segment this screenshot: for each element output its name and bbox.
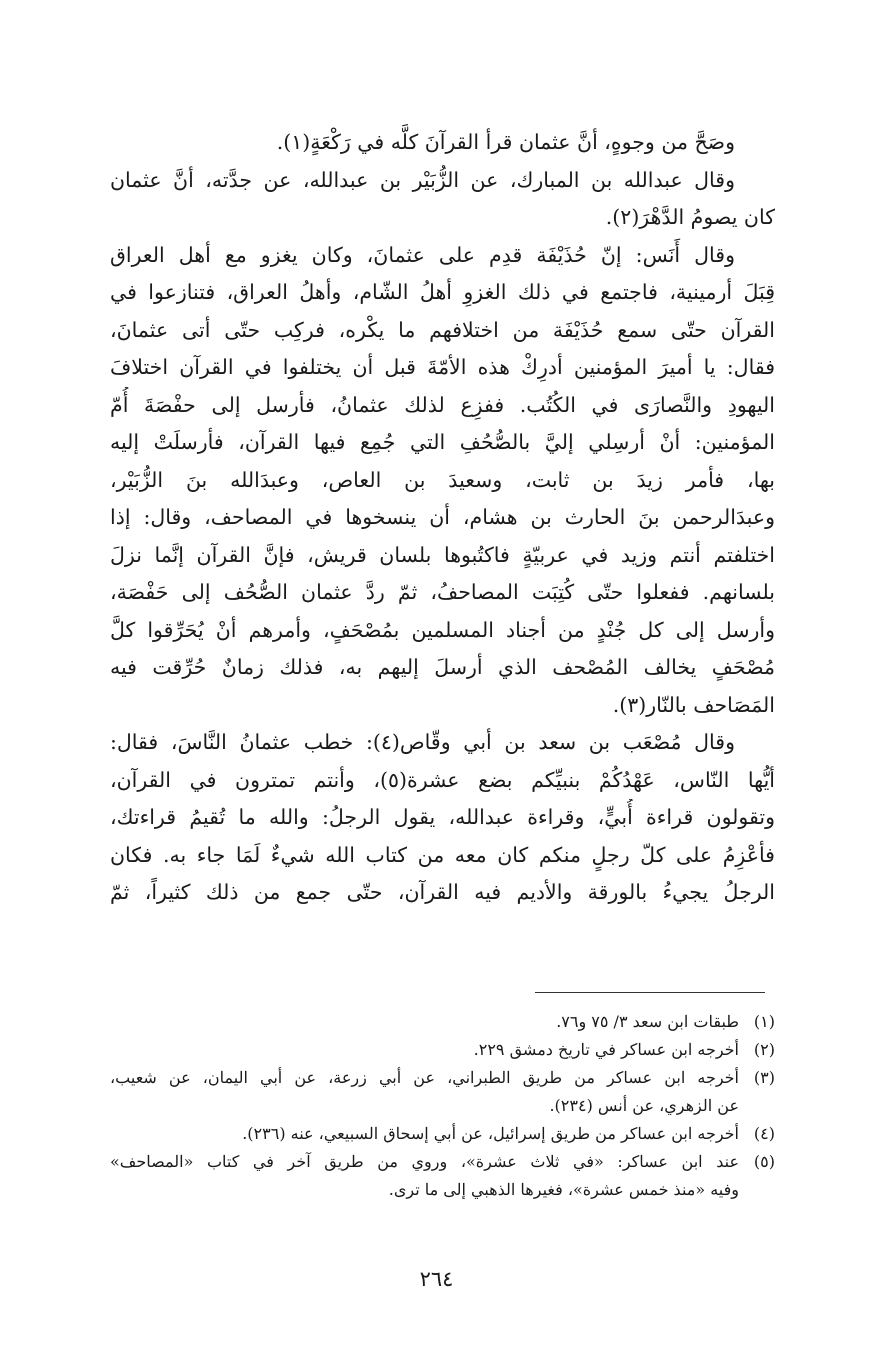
text-line: أيُّها النّاس، عَهْدُكُمْ بنبيِّكم بضع عشرة(٥)، وأنتم تمترون في القرآن، <box>110 767 775 792</box>
footnote-line: أخرجه ابن عساكر من طريق الطبراني، عن أبي زرعة، عن أبي اليمان، عن شعيب، <box>110 1068 739 1087</box>
text-line: المؤمنين: أنْ أرسِلي إليَّ بالصُّحُفِ التي جُمِع فيها القرآن، فأرسلَتْ إليه <box>110 430 775 454</box>
text-line: وقال أَنَس: إنّ حُذَيْفَة قدِم على عثمانَ، وكان يغزو مع أهل العراق <box>110 242 735 267</box>
footnote-text <box>110 1120 739 1148</box>
footnote-number: (٥) <box>753 1152 775 1171</box>
footnote-number: (١) <box>753 1012 775 1031</box>
footnote-text <box>110 1064 739 1120</box>
footnote-line: عن الزهري، عن أنس (٢٣٤). <box>549 1096 739 1115</box>
footnote-number: (٣) <box>753 1068 775 1087</box>
text-line: القرآن حتّى سمع حُذَيْفَة من اختلافهم ما يكْره، فركِب حتّى أتى عثمانَ، <box>110 317 775 342</box>
footnote <box>110 1148 775 1204</box>
footnote-line: أخرجه ابن عساكر في تاريخ دمشق ٢٢٩. <box>473 1040 739 1059</box>
paragraph <box>110 124 775 162</box>
footnote-line: أخرجه ابن عساكر من طريق إسرائيل، عن أبي إسحاق السبيعي، عنه (٢٣٦). <box>242 1124 739 1143</box>
footnote-text <box>110 1148 739 1204</box>
text-line: فقال: يا أميرَ المؤمنين أدرِكْ هذه الأمّةَ قبل أن يختلفوا في القرآن اختلافَ <box>110 355 775 379</box>
footnote-line: وفيه «منذ خمس عشرة»، فغيرها الذهبي إلى ما ترى. <box>388 1180 739 1199</box>
paragraph <box>110 237 775 725</box>
footnote-text <box>110 1036 739 1064</box>
paragraph <box>110 162 775 237</box>
text-line: فأعْزِمُ على كلّ رجلٍ منكم كان معه من كتاب الله شيءٌ لَمَا جاء به. فكان <box>110 842 775 867</box>
footnote <box>110 1064 775 1120</box>
text-line: مُصْحَفٍ يخالف المُصْحف الذي أرسلَ إليهم به، فذلك زمانٌ حُرِّقت فيه <box>110 655 775 679</box>
footnote <box>110 1036 775 1064</box>
paragraph <box>110 724 775 912</box>
page-number: ٢٦٤ <box>419 1267 454 1291</box>
text-line: قِبَلَ أرمينية، فاجتمع في ذلك الغزوِ أهلُ الشّام، وأهلُ العراق، فتنازعوا في <box>110 280 775 304</box>
footnote-line: عند ابن عساكر: «في ثلاث عشرة»، وروي من طريق آخر في كتاب «المصاحف» <box>110 1152 739 1171</box>
text-line: المَصَاحف بالنّار(٣). <box>612 692 775 717</box>
footnotes <box>110 1008 775 1204</box>
footnote-text <box>110 1008 739 1036</box>
text-line: وأرسل إلى كل جُنْدٍ من أجناد المسلمين بمُصْحَفٍ، وأمرهم أنْ يُحَرِّقوا كلَّ <box>110 617 775 642</box>
main-text <box>110 124 775 912</box>
text-line: اختلفتم أنتم وزيد في عربيّةٍ فاكتُبوها بلسان قريش، فإنَّ القرآن إنَّما نزلَ <box>110 542 775 567</box>
text-line: وصَحَّ من وجوهٍ، أنَّ عثمان قرأ القرآنَ كلَّه في رَكْعَةٍ(١). <box>276 130 735 154</box>
footnote-line: طبقات ابن سعد ٣/ ٧٥ و٧٦. <box>556 1012 739 1031</box>
text-line: الرجلُ يجيءُ بالورقة والأديم فيه القرآن، حتّى جمع من ذلك كثيراً، ثمّ <box>110 880 775 904</box>
text-line: بها، فأمر زيدَ بن ثابت، وسعيدَ بن العاص، وعبدَالله بنَ الزُّبَيْر، <box>110 467 775 492</box>
footnote <box>110 1120 775 1148</box>
text-line: وعبدَالرحمن بنَ الحارث بن هشام، أن ينسخوها في المصاحف، وقال: إذا <box>110 505 775 529</box>
text-line: وتقولون قراءة أُبيٍّ، وقراءة عبدالله، يقول الرجلُ: والله ما تُقيمُ قراءتك، <box>110 805 775 829</box>
footnote-number: (٢) <box>753 1040 775 1059</box>
footnote-number: (٤) <box>753 1124 775 1143</box>
text-line: وقال مُصْعَب بن سعد بن أبي وقّاص(٤): خطب عثمانُ النَّاسَ، فقال: <box>110 730 735 754</box>
text-line: كان يصومُ الدَّهْرَ(٢). <box>605 205 775 229</box>
text-line: وقال عبدالله بن المبارك، عن الزُّبَيْر بن عبدالله، عن جدَّته، أنَّ عثمان <box>110 167 735 192</box>
text-line: اليهودِ والنَّصارَى في الكُتُب. ففزِع لذلك عثمانُ، فأرسل إلى حفْصَةَ أُمّ <box>110 392 775 417</box>
footnote <box>110 1008 775 1036</box>
footnote-divider <box>535 992 765 993</box>
text-line: بلسانهم. ففعلوا حتّى كُتِبَت المصاحفُ، ثمّ ردَّ عثمان الصُّحُف إلى حَفْصَة، <box>110 580 775 604</box>
